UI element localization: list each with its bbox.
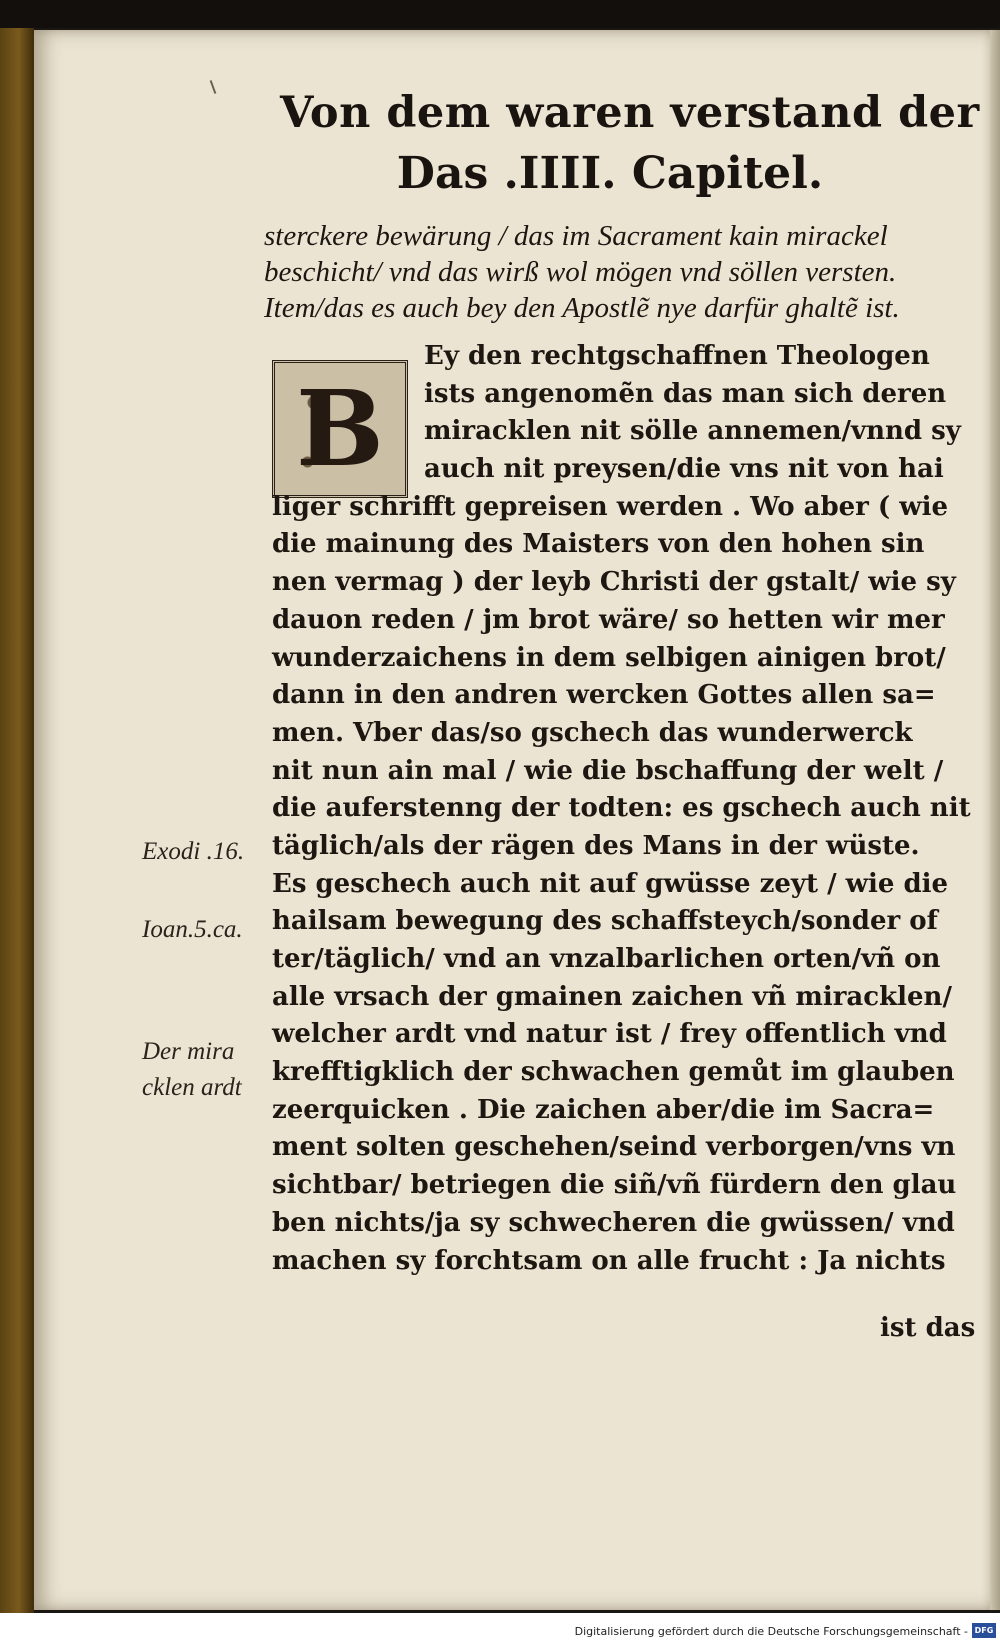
text-line: ists angenomẽn das man sich deren	[424, 378, 947, 409]
text-line: ment solten geschehen/seind verborgen/vns vn	[272, 1132, 956, 1163]
text-line: nit nun ain mal / wie die bschaffung der welt /	[272, 755, 944, 786]
text-line: krefftigklich der schwachen gemůt im glauben	[272, 1057, 955, 1088]
scan-top-border	[0, 0, 1000, 28]
text-line: ben nichts/ja sy schwecheren die gwüssen/ vnd	[272, 1207, 955, 1238]
text-line: machen sy forchtsam on alle frucht : Ja nichts	[272, 1245, 946, 1276]
text-line: zeerquicken . Die zaichen aber/die im Sacra=	[272, 1094, 935, 1125]
catchword: ist das	[880, 1313, 976, 1343]
running-head: Von dem waren verstand der	[280, 88, 980, 138]
margin-note-line: Der mira	[142, 1038, 235, 1065]
text-line: welcher ardt vnd natur ist / frey offentlich vnd	[272, 1019, 947, 1050]
page-edge	[990, 30, 1000, 1610]
margin-note-miracles	[142, 1034, 270, 1106]
margin-note-line: cklen ardt	[142, 1074, 242, 1101]
summary-line: sterckere bewärung / das im Sacrament kain mirackel	[264, 220, 888, 252]
text-line: ter/täglich/ vnd an vnzalbarlichen orten/vñ on	[272, 944, 941, 974]
text-line: Ey den rechtgschaffnen Theologen	[424, 341, 930, 371]
text-line: liger schrifft gepreisen werden . Wo aber ( wie	[272, 491, 949, 522]
text-line: nen vermag ) der leyb Christi der gstalt/ wie sy	[272, 567, 956, 598]
text-line: Es geschech auch nit auf gwüsse zeyt / wie die	[272, 868, 949, 899]
text-line: hailsam bewegung des schaffsteych/sonder of	[272, 906, 938, 937]
margin-note-john: Ioan.5.ca.	[142, 916, 243, 943]
text-line: men. Vber das/so gschech das wunderwerck	[272, 717, 913, 748]
chapter-summary	[264, 218, 974, 326]
text-line: dauon reden / jm brot wäre/ so hetten wir mer	[272, 604, 945, 635]
text-line: täglich/als der rägen des Mans in der wüste.	[272, 830, 920, 861]
funding-credit: Digitalisierung gefördert durch die Deutsche Forschungsgemeinschaft -	[574, 1625, 968, 1638]
summary-line: Item/das es auch bey den Apostlẽ nye darfür ghaltẽ ist.	[264, 292, 900, 324]
initial-letter: B	[296, 367, 384, 490]
book-spine	[0, 28, 34, 1613]
text-line: wunderzaichens in dem selbigen ainigen brot/	[272, 642, 946, 673]
dfg-logo: DFG	[972, 1623, 996, 1638]
text-line: auch nit preysen/die vns nit von hai	[424, 454, 944, 485]
text-line: die mainung des Maisters von den hohen sin	[272, 529, 925, 560]
text-line: dann in den andren wercken Gottes allen sa=	[272, 680, 936, 711]
margin-note-exodus: Exodi .16.	[142, 838, 245, 865]
chapter-title: Das .IIII. Capitel.	[396, 148, 824, 199]
text-line: miracklen nit sölle annemen/vnnd sy	[424, 416, 961, 447]
text-line: sichtbar/ betriegen die siñ/vñ fürdern den glau	[272, 1170, 957, 1201]
footer-bar	[0, 1613, 1000, 1651]
body-text	[272, 338, 972, 1280]
text-line: alle vrsach der gmainen zaichen vñ miracklen/	[272, 981, 952, 1012]
summary-line: beschicht/ vnd das wirß wol mögen vnd söllen versten.	[264, 256, 897, 288]
text-line: die auferstenng der todten: es gschech auch nit	[272, 793, 971, 824]
